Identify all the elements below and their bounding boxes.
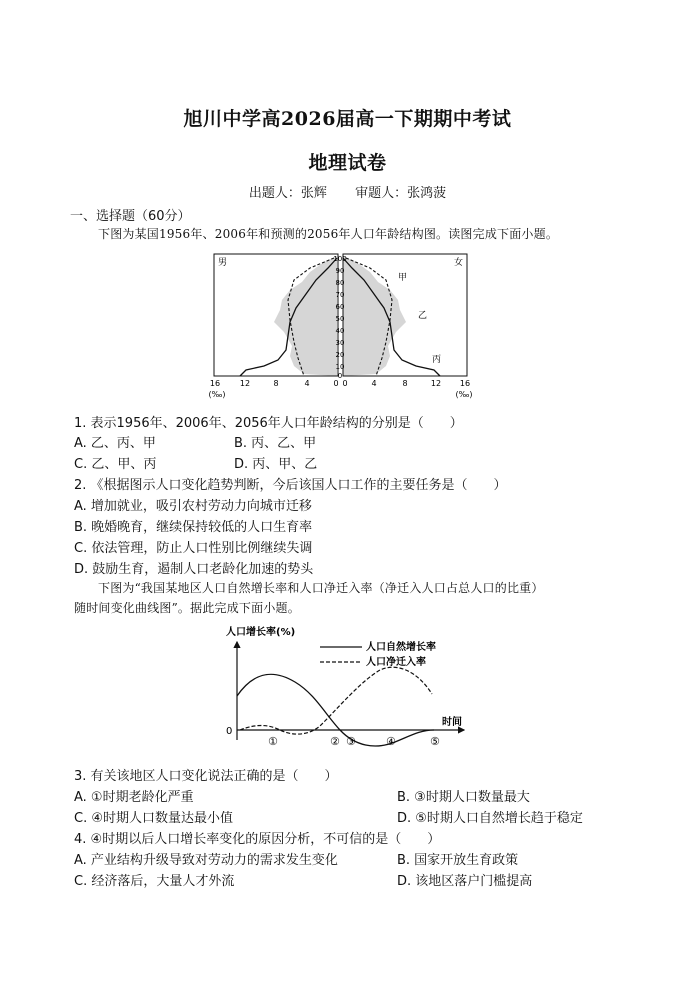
- q4-option-d[interactable]: D. 该地区落户门槛提高: [397, 874, 533, 889]
- growth-rate-chart: [220, 622, 480, 752]
- x-tick: 8: [273, 379, 279, 388]
- q3-option-d[interactable]: D. ⑤时期人口自然增长趋于稳定: [397, 811, 583, 826]
- period-4: ④: [386, 735, 396, 748]
- q1-option-c[interactable]: C. 乙、甲、丙: [74, 457, 157, 472]
- unit-left: (‰): [208, 390, 226, 399]
- chart2-ylabel: 人口增长率(%): [226, 627, 296, 638]
- age-tick: 10: [335, 363, 345, 371]
- age-tick: 80: [335, 279, 345, 287]
- pyramid-shade-right: [343, 256, 406, 376]
- intro-2-line-1: 下图为“我国某地区人口自然增长率和人口净迁入率（净迁入人口占总人口的比重）: [98, 581, 544, 595]
- pyramid-shade-left: [274, 256, 337, 376]
- female-label: 女: [454, 258, 464, 268]
- q2-option-d[interactable]: D. 鼓励生育，遏制人口老龄化加速的势头: [74, 562, 314, 577]
- q2-stem: 2. 《根据图示人口变化趋势判断，今后该国人口工作的主要任务是（ ）: [74, 478, 507, 493]
- q2-option-c[interactable]: C. 依法管理，防止人口性别比例继续失调: [74, 541, 313, 556]
- chart2-origin: 0: [226, 726, 233, 737]
- q4-option-b[interactable]: B. 国家开放生育政策: [397, 853, 519, 868]
- period-5: ⑤: [430, 735, 440, 748]
- reviewer: 审题人：张鸿菠: [355, 186, 447, 201]
- exam-title: 旭川中学高2026届高一下期期中考试: [183, 108, 512, 130]
- q1-option-b[interactable]: B. 丙、乙、甲: [234, 436, 317, 451]
- label-yi: 乙: [418, 311, 428, 321]
- male-label: 男: [218, 258, 228, 268]
- q2-option-b[interactable]: B. 晚婚晚育，继续保持较低的人口生育率: [74, 520, 313, 535]
- q4-option-a[interactable]: A. 产业结构升级导致对劳动力的需求发生变化: [74, 853, 338, 868]
- legend-migration: 人口净迁入率: [366, 657, 426, 668]
- unit-right: (‰): [455, 390, 473, 399]
- q3-stem: 3. 有关该地区人口变化说法正确的是（ ）: [74, 769, 338, 784]
- x-tick: 4: [371, 379, 377, 388]
- x-tick: 12: [430, 379, 442, 388]
- age-tick: 60: [335, 303, 345, 311]
- q3-option-c[interactable]: C. ④时期人口数量达最小值: [74, 811, 233, 826]
- period-2: ②: [330, 735, 340, 748]
- x-tick: 12: [239, 379, 251, 388]
- q2-option-a[interactable]: A. 增加就业，吸引农村劳动力向城市迁移: [74, 499, 312, 514]
- period-1: ①: [268, 735, 278, 748]
- x-tick: 0: [333, 379, 339, 388]
- intro-2-line-2: 随时间变化曲线图”。据此完成下面小题。: [74, 601, 300, 615]
- q3-option-a[interactable]: A. ①时期老龄化严重: [74, 790, 194, 805]
- legend-natural: 人口自然增长率: [366, 642, 436, 653]
- q1-stem: 1. 表示1956年、2006年、2056年人口年龄结构的分别是（ ）: [74, 416, 463, 431]
- x-axis-right: [342, 379, 472, 399]
- chart2-xlabel: 时间: [442, 717, 462, 728]
- x-axis-left: [209, 379, 339, 399]
- author-line: [0, 182, 695, 201]
- age-tick: 90: [335, 267, 345, 275]
- age-tick: 100: [333, 255, 347, 263]
- population-pyramid: [200, 250, 500, 400]
- period-3: ③: [346, 735, 356, 748]
- age-tick: 30: [335, 339, 345, 347]
- age-tick: 20: [335, 351, 345, 359]
- exam-subtitle: 地理试卷: [308, 152, 387, 174]
- q4-stem: 4. ④时期以后人口增长率变化的原因分析，不可信的是（ ）: [74, 832, 441, 847]
- age-tick: 0: [337, 372, 343, 380]
- q1-option-a[interactable]: A. 乙、丙、甲: [74, 436, 156, 451]
- label-bing: 丙: [432, 355, 442, 365]
- x-tick: 4: [304, 379, 310, 388]
- section-heading: 一、选择题（60分）: [70, 209, 191, 224]
- q4-option-c[interactable]: C. 经济落后，大量人才外流: [74, 874, 235, 889]
- label-jia: 甲: [398, 273, 408, 283]
- q1-option-d[interactable]: D. 丙、甲、乙: [234, 457, 318, 472]
- age-tick: 70: [335, 291, 345, 299]
- x-tick: 8: [402, 379, 408, 388]
- age-tick: 40: [335, 327, 345, 335]
- x-tick: 16: [459, 379, 471, 388]
- x-tick: 0: [342, 379, 348, 388]
- intro-1: 下图为某国1956年、2006年和预测的2056年人口年龄结构图。读图完成下面小题。: [98, 227, 559, 241]
- net-migration-curve: [240, 667, 432, 734]
- age-tick: 50: [335, 315, 345, 323]
- q3-option-b[interactable]: B. ③时期人口数量最大: [397, 790, 530, 805]
- x-tick: 16: [209, 379, 221, 388]
- author: 出题人：张辉: [248, 186, 327, 201]
